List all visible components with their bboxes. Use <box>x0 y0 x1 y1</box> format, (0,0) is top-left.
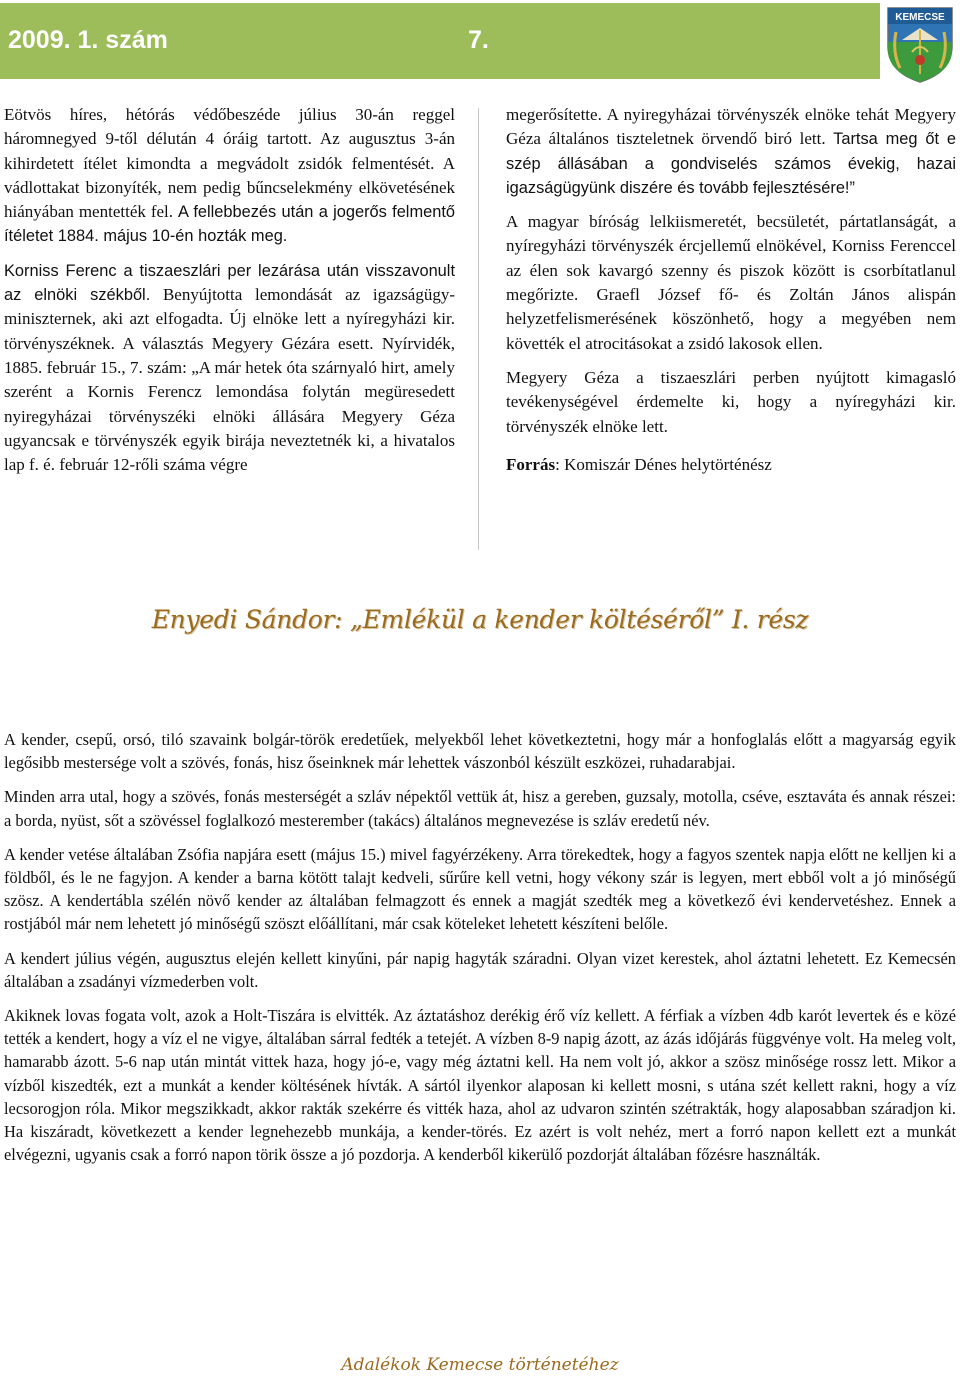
right-paragraph-1 <box>506 103 956 200</box>
left-p1-sans: A fellebbezés után a jogerős felmentő ítéletet 1884. május 10-én hozták meg. <box>4 203 456 246</box>
right-p1-serif: megerősítette. A nyiregyházai törvényszék elnöke tehát Megyery Géza általános tiszteletnek örvendő biró lett. <box>506 105 956 149</box>
article-body <box>4 728 956 1177</box>
article-paragraph: A kender vetése általában Zsófia napjára esett (május 15.) mivel fagyérzékeny. Arra törekedtek, hogy a fagyos szentek napja előtt ne kelljen ki a földből, és le ne fagyjon. A kender a barna kötött talajt kedveli, sűrűre kell vetni, hogy vékony szár is legyen, mert ebből volt a jó minőségű szösz. A kendertábla szélén növő kender az általában felmagzott és ennek a magját szedték meg a következő évi kendervetéshez. Ennek a rostjából már nem lehetett jó minőségű szöszt előállítani, már csak köteleket lehetett készíteni belőle. <box>4 844 956 934</box>
left-p2-serif: Benyújtotta lemondását az igazságügy-miniszternek, aki azt elfogadta. Új elnöke lett a nyíregyházi kir. törvényszéknek. A választás Megyery Gézára esett. Nyírvidék, 1885. február 15., 7. szám: „A már hetek óta szárnyaló hirt, amely szerént a Kornis Ferencz lemondása folytán megüresedett nyiregyházai törvényszéki elnöki állására Megyery Géza ugyancsak e törvényszék egyik birája neveztetnék ki, a hivatalos lap f. é. február 12-rőli száma végre <box>4 285 456 475</box>
kemecse-crest-logo <box>882 2 958 84</box>
right-column <box>506 103 956 487</box>
left-p1-serif: Eötvös híres, hétórás védőbeszéde július 30-án reggel háromnegyed 9-től délután 4 óráig tartott. Az augusztus 3-án kihirdetett ítélet kimondta a megvádolt zsidók felmentését. A vádlottakat bizonyíték, nem pedig bűncselekmény elkövetésének hiányában mentették fel. <box>4 105 455 222</box>
logo-lettering: KEMECSE <box>895 12 945 23</box>
source-text: : Komiszár Dénes helytörténész <box>555 454 772 474</box>
footer-title: Adalékok Kemecse történetéhez <box>341 1355 619 1375</box>
column-divider <box>478 108 479 550</box>
right-paragraph-2: A magyar bíróság lelkiismeretét, becsületét, pártatlanságát, a nyíregyházi törvényszék ércjellemű elnökével, Korniss Ferenccel az élen sok kavargó szenny és piszok között is csorbítatlanul megőrizte. Graefl József fő- és Zoltán János alispán helyzetfelismerésének köszönhető, hogy a megyében nem követték el atrocitásokat a zsidó lakosok ellen. <box>506 212 956 353</box>
source-label: Forrás <box>506 454 556 474</box>
article-paragraph: Akiknek lovas fogata volt, azok a Holt-Tiszára is elvitték. Az áztatáshoz derékig érő víz kellett. A férfiak a vízben 4db karót levertek és e közé tették a kendert, hogy a víz el ne vigye, általában sárral fedték a tetejét. A vízben 8-9 napig ázott, az ázás időjárás függvénye volt. Ha meleg volt, hamarabb ázott. 5-6 nap után mintát vittek haza, hogy jó-e, vagy még áztatni kell. Ha nem volt jó, akkor a szösz minősége rossz lett. Mikor a vízből kiszedték, ezt a munkát a kender költésének hívták. A sártól ilyenkor alaposan ki kellett mosni, s utána szét kellett rakni, hogy a víz lecsorogjon róla. Mikor megszikkadt, akkor rakták szekérre és vitték haza, ahol az udvaron szintén szétrakták, hogy alaposabban száradjon ki. Ha kiszáradt, következett a kender legnehezebb munkája, a kender-törés. Ez azért is volt nehéz, mert a forró napon kellett ezt a munkát elvégezni, ugyanis csak a forró napon törik össze a jó pozdorja. A kenderből kikerülő pozdorját általában főzésre használták. <box>4 1006 956 1165</box>
left-paragraph-1 <box>4 103 455 249</box>
left-paragraph-2 <box>4 259 455 478</box>
article-paragraph: A kender, csepű, orsó, tiló szavaink bolgár-török eredetűek, melyekből lehet következtetni, hogy már a honfoglalás előtt a magyarság egyik legősibb mestersége volt a szövés, fonás, hisz őseinknek már lehettek vászonból készült eszközei, ruhadarabjai. <box>4 730 956 773</box>
right-paragraph-3: Megyery Géza a tiszaeszlári perben nyújtott kimagasló tevékenységével érdemelte ki, hogy a nyíregyházi kir. törvényszék elnöke lett. <box>506 367 956 436</box>
left-p2-sans: Korniss Ferenc a tiszaeszlári per lezárása után visszavonult az elnöki székből. <box>4 261 455 305</box>
article-paragraph: Minden arra utal, hogy a szövés, fonás mesterségét a szláv népektől vettük át, hisz a gereben, guzsaly, motolla, cséve, esztaváta és annak részei: a borda, nyüst, sőt a szövéssel foglalkozó mesterember (takács) általános megnevezése is szláv eredetű név. <box>4 787 956 830</box>
issue-number: 2009. 1. szám <box>8 26 168 54</box>
right-p1-sans: Tartsa meg őt e szép állásában a gondviselés számos évekig, hazai igazságügyünk diszére és tovább fejlesztésére!” <box>506 130 957 197</box>
page-number: 7. <box>468 26 489 54</box>
article-title: Enyedi Sándor: „Emlékül a kender költéséről” I. rész <box>151 605 809 634</box>
article-paragraph: A kendert július végén, augusztus elején kellett kinyűni, pár napig hagyták száradni. Olyan vizet kerestek, ahol áztatni lehetett. Ez Kemecsén általában a zsadányi vízmederben volt. <box>4 948 956 991</box>
source-line <box>506 453 956 477</box>
left-column <box>4 103 455 487</box>
